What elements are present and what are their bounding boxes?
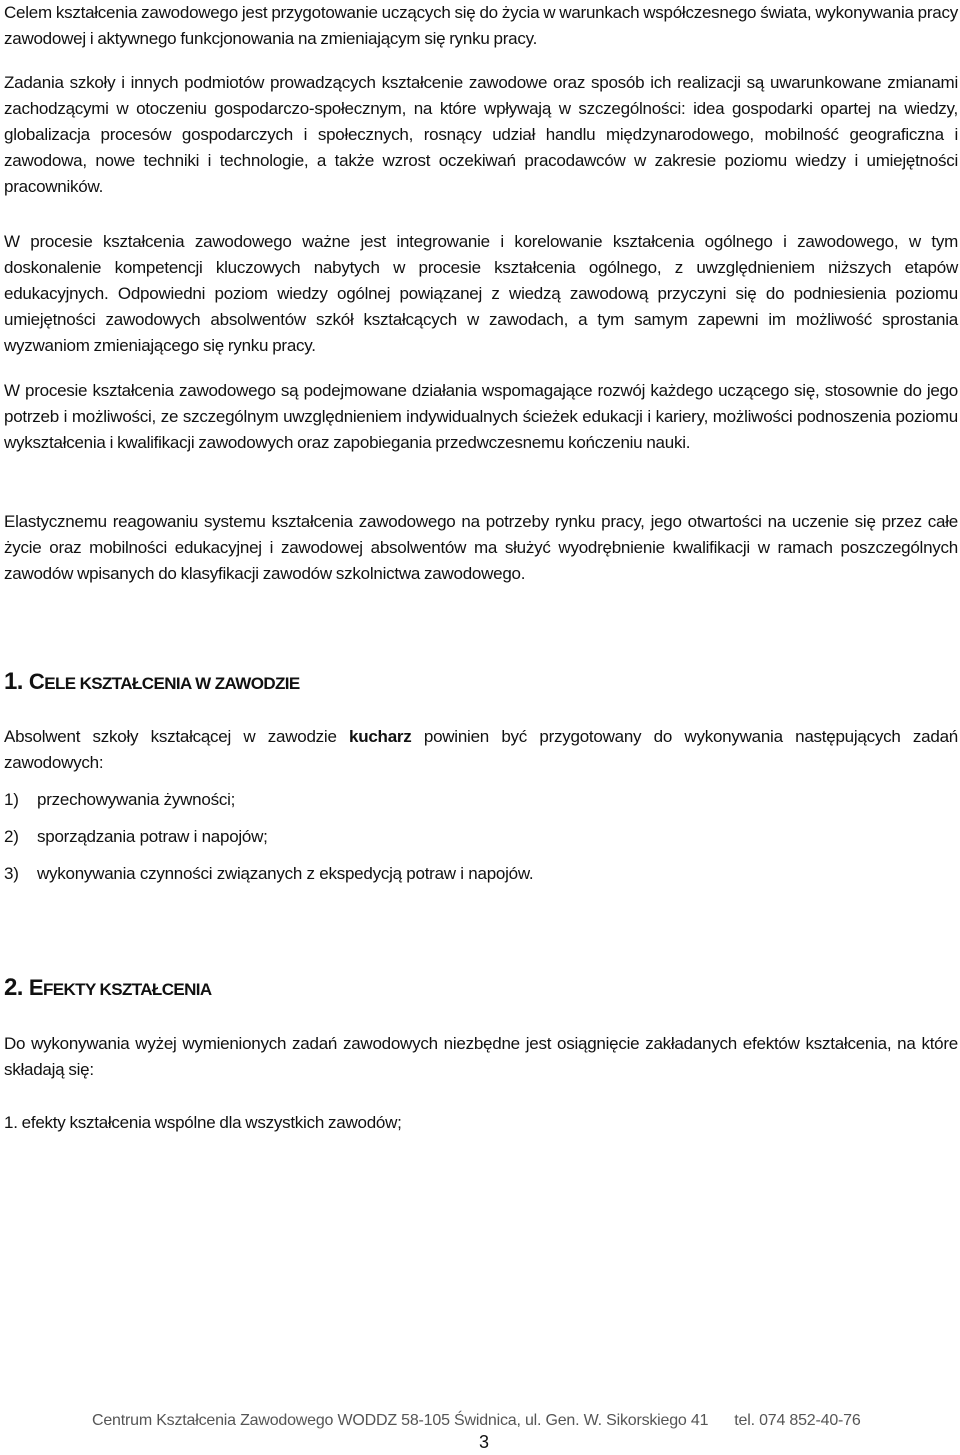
page-footer: [92, 1412, 861, 1430]
section-1-title-initial: C: [28, 669, 45, 694]
section-2-heading: [4, 974, 212, 1002]
task-list-item: [4, 861, 533, 887]
section-1-number: 1.: [4, 668, 23, 695]
list-item-text: sporządzania potraw i napojów;: [37, 827, 268, 846]
paragraph-tasks: Zadania szkoły i innych podmiotów prowadzących kształcenie zawodowe oraz sposób ich realizacji są uwarunkowane zmianami zachodzącymi w otoczeniu gospodarczo-społecznym, na które wpływają w szczególności: idea gospodarki opartej na wiedzy, globalizacja procesów gospodarczych i społecznych, rosnący udział handlu międzynarodowego, mobilność geograficzna i zawodowa, nowe techniki i technologie, a także wzrost oczekiwań pracodawców w zakresie poziomu wiedzy i umiejętności pracowników.: [4, 73, 958, 196]
section-1-intro-after: powinien być przygotowany do wykonywania następujących zadań zawodowych:: [4, 727, 958, 772]
profession-name: kucharz: [349, 727, 412, 746]
section-2-item-1: 1. efekty kształcenia wspólne dla wszystkich zawodów;: [4, 1113, 402, 1132]
section-1-title-rest: ELE KSZTAŁCENIA W ZAWODZIE: [44, 674, 300, 693]
section-2-intro: Do wykonywania wyżej wymienionych zadań zawodowych niezbędne jest osiągnięcie zakładanych efektów kształcenia, na które składają się:: [4, 1034, 958, 1079]
task-list-item: [4, 824, 268, 850]
paragraph-integration: W procesie kształcenia zawodowego ważne jest integrowanie i korelowanie kształcenia ogólnego i zawodowego, w tym doskonalenie kompetencji kluczowych nabytych w procesie kształcenia ogólnego, z uwzględnieniem niższych etapów edukacyjnych. Odpowiedni poziom wiedzy ogólnej powiązanej z wiedzą zawodową przyczyni się do podniesienia poziomu umiejętności zawodowych absolwentów szkół kształcących w zawodach, a tym samym zapewni im możliwość sprostania wyzwaniom zmieniającego się rynku pracy.: [4, 232, 958, 355]
section-1-intro-before: Absolwent szkoły kształcącej w zawodzie: [4, 727, 350, 746]
document-page: [4, 0, 960, 1455]
page-number: 3: [478, 1432, 489, 1452]
section-2-number: 2.: [4, 974, 23, 1001]
paragraph-support: W procesie kształcenia zawodowego są podejmowane działania wspomagające rozwój każdego uczącego się, stosownie do jego potrzeb i możliwości, ze szczególnym uwzględnieniem indywidualnych ścieżek edukacji i kariery, możliwości podnoszenia poziomu wykształcenia i kwalifikacji zawodowych oraz zapobiegania przedwczesnemu kończeniu nauki.: [4, 381, 958, 452]
paragraph-goal: Celem kształcenia zawodowego jest przygotowanie uczących się do życia w warunkach współczesnego świata, wykonywania pracy zawodowej i aktywnego funkcjonowania na zmieniającym się rynku pracy.: [4, 3, 958, 48]
footer-address: Centrum Kształcenia Zawodowego WODDZ 58-105 Świdnica, ul. Gen. W. Sikorskiego 41: [92, 1412, 709, 1429]
section-2-title-rest: FEKTY KSZTAŁCENIA: [42, 980, 212, 999]
list-item-number: 3): [4, 864, 19, 883]
section-2-title-initial: E: [28, 975, 43, 1000]
section-1-heading: [4, 668, 300, 696]
list-item-text: przechowywania żywności;: [37, 790, 236, 809]
list-item-number: 2): [4, 827, 19, 846]
section-1-intro: [4, 724, 958, 776]
list-item-number: 1): [4, 790, 19, 809]
task-list-item: [4, 787, 235, 813]
list-item-text: wykonywania czynności związanych z ekspedycją potraw i napojów.: [37, 864, 534, 883]
footer-phone: tel. 074 852-40-76: [734, 1412, 861, 1429]
paragraph-flexibility: Elastycznemu reagowaniu systemu kształcenia zawodowego na potrzeby rynku pracy, jego otwartości na uczenie się przez całe życie oraz mobilności edukacyjnej i zawodowej absolwentów ma służyć wyodrębnienie kwalifikacji w ramach poszczególnych zawodów wpisanych do klasyfikacji zawodów szkolnictwa zawodowego.: [4, 512, 958, 583]
